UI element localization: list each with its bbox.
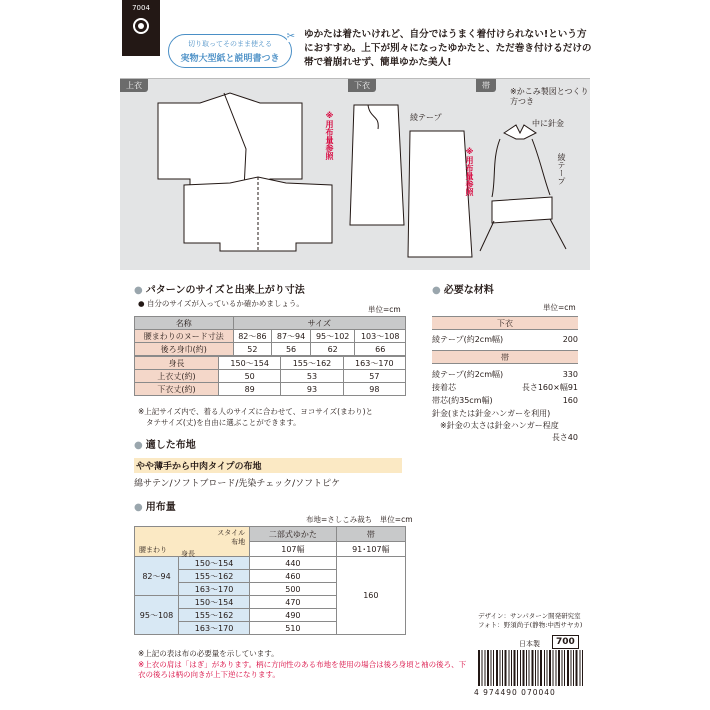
size-section-sub: ● 自分のサイズが入っているか確かめましょう。 <box>138 299 304 308</box>
size-table <box>134 316 406 356</box>
barcode-bar <box>547 650 548 686</box>
amount-group-2: 95～108 <box>135 596 179 635</box>
size-cell: 93 <box>281 383 343 396</box>
barcode-bar <box>520 650 521 686</box>
amount-corner: スタイル 布地 腰まわり 身長 <box>135 527 250 557</box>
materials-head-bottom: 下衣 <box>432 316 578 330</box>
banner-line2: 実物大型紙と説明書つき <box>180 54 280 64</box>
fabric-box <box>134 458 402 489</box>
brand-logo-icon <box>133 18 149 34</box>
size-cell: 89 <box>219 383 281 396</box>
barcode-bar <box>571 650 572 686</box>
barcode-bar <box>493 650 494 686</box>
amount-note-2: ※上衣の肩は「はぎ」があります。柄に方向性のある布地を使用の場合は後ろ身頃と袖の後ろ、下衣の後ろは柄の向きが上下逆になります。 <box>138 660 467 679</box>
intro-text: ゆかたは着たいけれど、自分ではうまく着付けられない!という方におすすめ。上下が別々になったゆかたと、ただ巻き付けるだけの帯で着崩れせず、簡単ゆかた美人! <box>304 29 592 68</box>
size-cell: 87～94 <box>272 330 311 343</box>
garment-drawings <box>120 79 590 271</box>
amount-head-obi: 帯 <box>336 527 405 542</box>
barcode-bar <box>511 650 512 686</box>
size-table-height <box>134 356 406 396</box>
tag-top-garment: 上衣 <box>120 79 148 92</box>
amount-head-yukata: 二部式ゆかた <box>250 527 337 542</box>
barcode-bar <box>567 650 569 686</box>
wire-length: 長さ40 <box>551 433 578 442</box>
obi-note: ※かこみ製図とつくり方つき <box>510 87 589 106</box>
size-cell: 66 <box>355 343 406 356</box>
materials-item: 針金(または針金ハンガーを利用) <box>432 409 551 418</box>
bullet-icon: ● <box>432 285 441 296</box>
materials-item: 帯芯(約35cm幅) 160 <box>432 396 578 405</box>
price-box: 700 <box>552 635 579 649</box>
scissors-icon: ✂ <box>286 31 295 42</box>
size-cell: 150～154 <box>219 357 281 370</box>
amount-value: 470 <box>250 596 337 609</box>
size-cell: 57 <box>343 370 405 383</box>
barcode-bar <box>487 650 489 686</box>
barcode-bar <box>529 650 530 686</box>
size-cell: 98 <box>343 383 405 396</box>
barcode-bar <box>482 650 483 686</box>
size-unit: 単位=cm <box>368 305 401 314</box>
barcode-bar <box>535 650 536 686</box>
barcode-bar <box>576 650 578 686</box>
fabric-ref-top: ※用布量参照 <box>325 111 334 160</box>
barcode-bar <box>573 650 574 686</box>
amount-head-yukata-width: 107幅 <box>250 542 337 557</box>
barcode-bar <box>496 650 498 686</box>
size-head-name: 名称 <box>135 317 234 330</box>
size-row-label: 上衣丈(約) <box>135 370 219 383</box>
size-row-label: 身長 <box>135 357 219 370</box>
amount-value: 440 <box>250 557 337 570</box>
materials-head-obi: 帯 <box>432 350 578 364</box>
barcode-bar <box>553 650 554 686</box>
fabric-ref-bottom: ※用布量参照 <box>465 147 474 196</box>
barcode-bar <box>562 650 563 686</box>
barcode-bar <box>582 650 583 686</box>
fabric-section-title: ● 適した布地 <box>134 440 196 451</box>
barcode-bar <box>478 650 480 686</box>
size-cell: 155～162 <box>281 357 343 370</box>
size-cell: 52 <box>233 343 272 356</box>
size-row-label: 後ろ身巾(約) <box>135 343 234 356</box>
bullet-icon: ● <box>134 440 143 451</box>
amount-section-title: ● 用布量 <box>134 502 176 513</box>
barcode-bar <box>580 650 581 686</box>
materials-item: 綾テープ(約2cm幅) 200 <box>432 335 578 344</box>
amount-table <box>134 526 406 635</box>
size-section-title: ● パターンのサイズと出来上がり寸法 <box>134 285 305 296</box>
barcode-bar <box>517 650 518 686</box>
fabric-list: 綿サテン/ソフトブロード/先染チェック/ソフトピケ <box>134 479 341 489</box>
barcode-bar <box>540 650 542 686</box>
wire-note: ※針金の太さは針金ハンガー程度 <box>440 421 559 430</box>
photo-credit: フォト：野須尚子(静物:中西サヤカ) <box>478 621 583 629</box>
size-head-size: サイズ <box>233 317 405 330</box>
amount-height: 155～162 <box>179 570 250 583</box>
size-cell: 163～170 <box>343 357 405 370</box>
materials-list <box>432 316 578 444</box>
size-cell: 95～102 <box>310 330 355 343</box>
size-cell: 50 <box>219 370 281 383</box>
barcode-number: 4 974490 070040 <box>474 688 556 697</box>
amount-value: 510 <box>250 622 337 635</box>
barcode-bar <box>532 650 534 686</box>
amount-head-obi-width: 91･107幅 <box>336 542 405 557</box>
barcode-bar <box>491 650 492 686</box>
barcode-bar <box>544 650 545 686</box>
barcode-bar <box>514 650 516 686</box>
barcode-bar <box>523 650 525 686</box>
amount-height: 163～170 <box>179 583 250 596</box>
size-cell: 56 <box>272 343 311 356</box>
amount-value: 490 <box>250 609 337 622</box>
credits <box>478 612 582 630</box>
barcode <box>476 650 588 686</box>
amount-height: 163～170 <box>179 622 250 635</box>
bullet-icon: ● <box>134 502 143 513</box>
design-credit: デザイン：サンパターン開発研究室 <box>478 612 581 620</box>
size-cell: 62 <box>310 343 355 356</box>
bullet-icon: ● <box>134 285 143 296</box>
amount-height: 150～154 <box>179 596 250 609</box>
barcode-bar <box>502 650 503 686</box>
barcode-bar <box>564 650 565 686</box>
barcode-bar <box>549 650 551 686</box>
amount-height: 150～154 <box>179 557 250 570</box>
barcode-bar <box>509 650 510 686</box>
wire-label: 中に針金 <box>532 119 564 128</box>
materials-item: 接着芯 長さ160×幅91 <box>432 383 578 392</box>
tape-label: 綾テープ <box>410 113 442 122</box>
barcode-bar <box>485 650 486 686</box>
tag-bottom-garment: 下衣 <box>348 79 376 92</box>
amount-value: 460 <box>250 570 337 583</box>
materials-title: ● 必要な材料 <box>432 285 494 296</box>
product-code: 7004 <box>132 4 150 12</box>
barcode-bar <box>556 650 557 686</box>
illustration-panel <box>120 78 590 270</box>
materials-item: 綾テープ(約2cm幅) 330 <box>432 370 578 379</box>
barcode-bar <box>558 650 560 686</box>
size-note-2: タテサイズ(丈)を自由に選ぶことができます。 <box>146 418 301 427</box>
obi-tape-label: 綾テープ <box>557 153 566 185</box>
fabric-highlight: やや薄手から中肉タイプの布地 <box>134 458 402 473</box>
size-row-label: 腰まわりのヌード寸法 <box>135 330 234 343</box>
amount-unit: 布地=さしこみ裁ち 単位=cm <box>306 515 413 524</box>
amount-value: 500 <box>250 583 337 596</box>
amount-group-1: 82～94 <box>135 557 179 596</box>
banner-line1: 切り取ってそのまま使える <box>188 40 272 48</box>
amount-height: 155～162 <box>179 609 250 622</box>
barcode-bar <box>526 650 527 686</box>
made-in: 日本製 <box>519 640 540 648</box>
barcode-bar <box>505 650 507 686</box>
amount-note-1: ※上記の表は布の必要量を示しています。 <box>138 649 279 658</box>
barcode-bar <box>538 650 539 686</box>
materials-unit: 単位=cm <box>543 303 576 312</box>
size-cell: 82～86 <box>233 330 272 343</box>
size-cell: 53 <box>281 370 343 383</box>
size-row-label: 下衣丈(約) <box>135 383 219 396</box>
size-cell: 103～108 <box>355 330 406 343</box>
amount-obi-value: 160 <box>336 557 405 635</box>
size-note-1: ※上記サイズ内で、着る人のサイズに合わせて、ヨコサイズ(まわり)と <box>138 407 374 416</box>
tag-obi: 帯 <box>476 79 496 92</box>
pattern-banner <box>168 31 295 68</box>
brand-corner <box>122 0 160 56</box>
barcode-bar <box>500 650 501 686</box>
